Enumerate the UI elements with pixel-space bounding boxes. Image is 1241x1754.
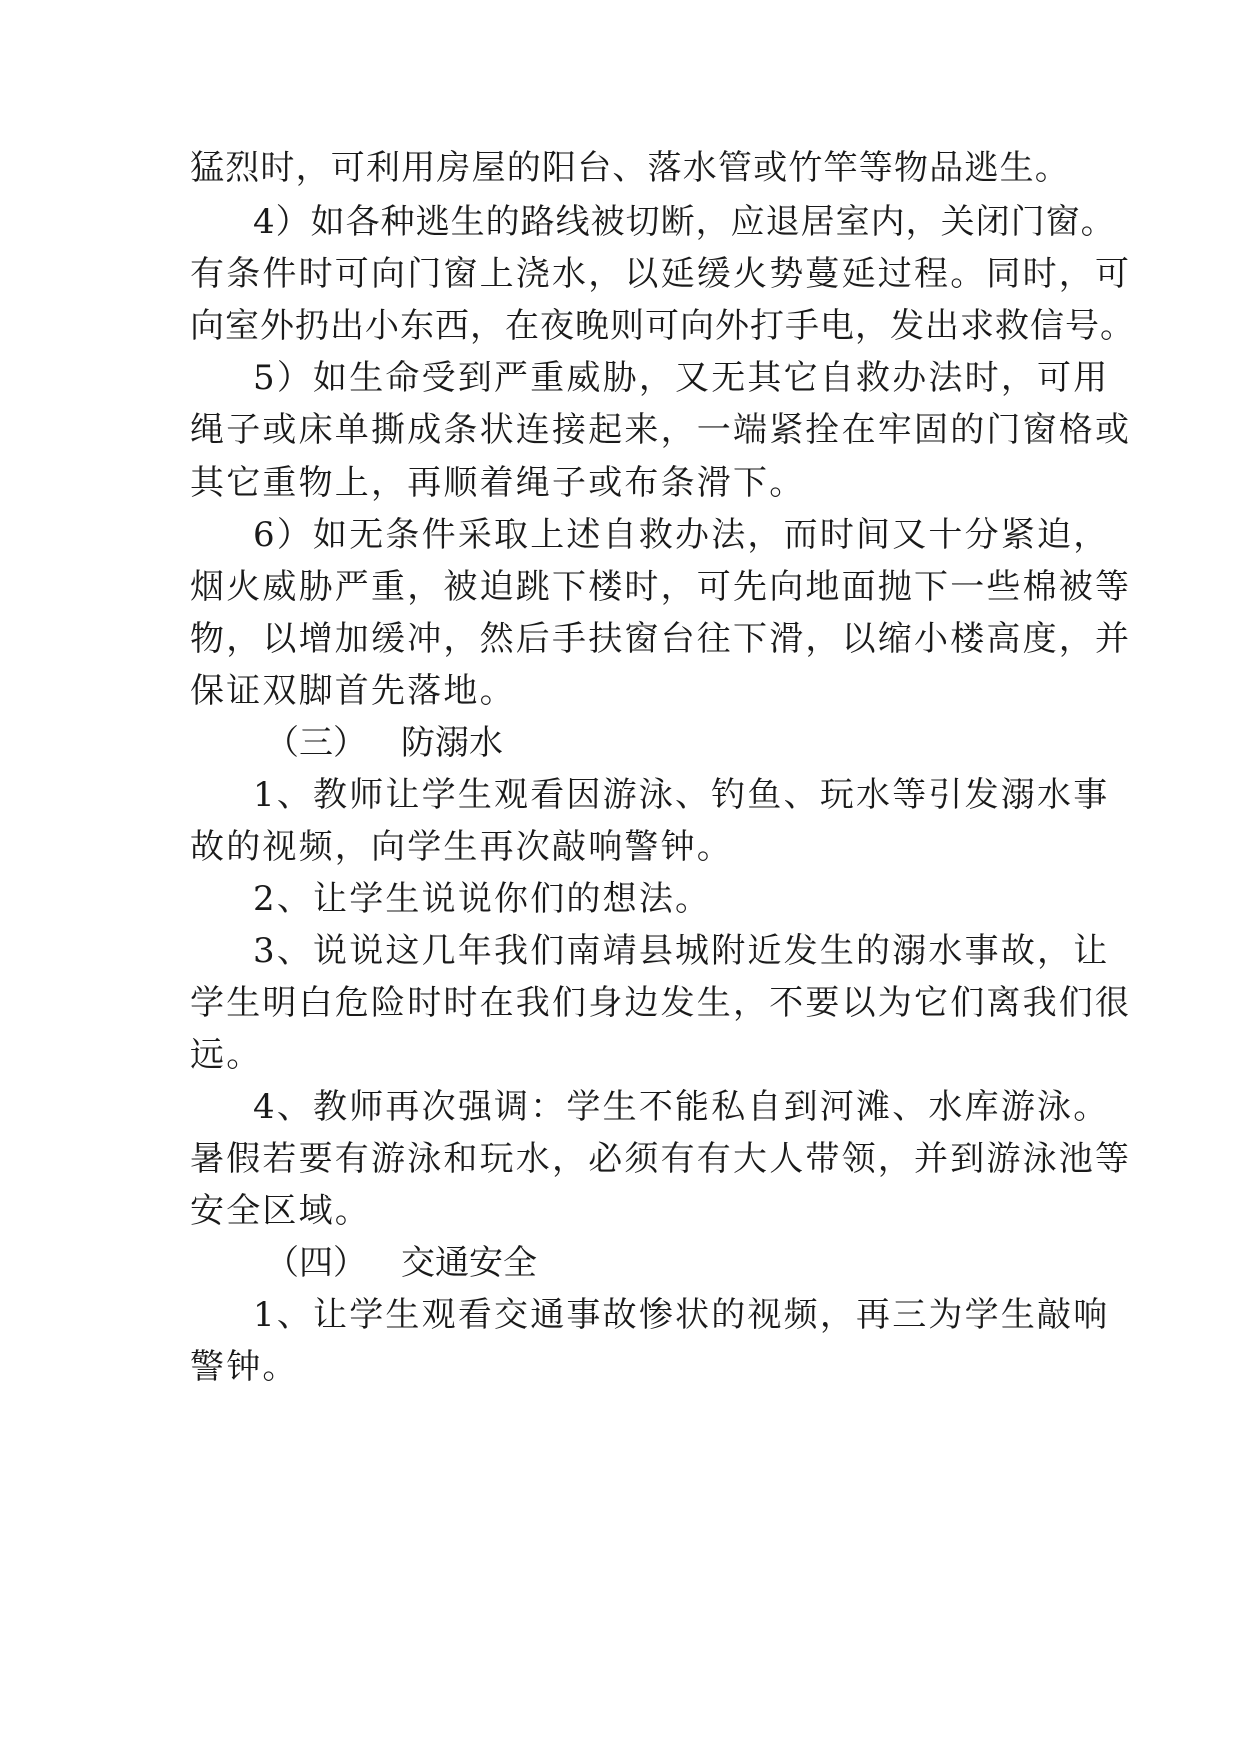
- paragraph-line: 烟火威胁严重，被迫跳下楼时，可先向地面抛下一些棉被等: [190, 567, 1132, 607]
- paragraph-line: 猛烈时，可利用房屋的阳台、落水管或竹竿等物品逃生。: [190, 148, 1070, 188]
- paragraph-line: 物，以增加缓冲，然后手扶窗台往下滑，以缩小楼高度，并: [190, 619, 1132, 659]
- paragraph-line: 有条件时可向门窗上浇水，以延缓火势蔓延过程。同时，可: [190, 254, 1132, 294]
- section-heading-drowning: [0, 715, 1241, 771]
- section-title: 交通安全: [401, 1243, 537, 1283]
- paragraph-line: 远。: [190, 1035, 263, 1075]
- paragraph-line: 3、说说这几年我们南靖县城附近发生的溺水事故，让: [253, 931, 1110, 971]
- paragraph-line: 1、让学生观看交通事故惨状的视频，再三为学生敲响: [253, 1295, 1110, 1335]
- paragraph-line: 警钟。: [190, 1347, 299, 1387]
- paragraph-line: 其它重物上，再顺着绳子或布条滑下。: [190, 463, 806, 503]
- section-number: （四）: [265, 1243, 367, 1283]
- paragraph-line: 故的视频，向学生再次敲响警钟。: [190, 827, 733, 867]
- section-title: 防溺水: [401, 723, 503, 763]
- paragraph-line: 1、教师让学生观看因游泳、钓鱼、玩水等引发溺水事: [253, 775, 1110, 815]
- section-number: （三）: [265, 723, 367, 763]
- paragraph-line: 4）如各种逃生的路线被切断，应退居室内，关闭门窗。: [253, 202, 1116, 242]
- paragraph-line: 2、让学生说说你们的想法。: [253, 879, 712, 919]
- paragraph-line: 6）如无条件采取上述自救办法，而时间又十分紧迫，: [253, 515, 1110, 555]
- paragraph-line: 安全区域。: [190, 1191, 371, 1231]
- section-heading-traffic: [0, 1235, 1241, 1291]
- paragraph-line: 暑假若要有游泳和玩水，必须有有大人带领，并到游泳池等: [190, 1139, 1132, 1179]
- paragraph-line: 5）如生命受到严重威胁，又无其它自救办法时，可用: [253, 358, 1110, 398]
- paragraph-line: 4、教师再次强调：学生不能私自到河滩、水库游泳。: [253, 1087, 1110, 1127]
- paragraph-line: 向室外扔出小东西，在夜晚则可向外打手电，发出求救信号。: [190, 306, 1135, 346]
- paragraph-line: 绳子或床单撕成条状连接起来，一端紧拴在牢固的门窗格或: [190, 410, 1132, 450]
- paragraph-line: 学生明白危险时时在我们身边发生，不要以为它们离我们很: [190, 983, 1132, 1023]
- paragraph-line: 保证双脚首先落地。: [190, 671, 516, 711]
